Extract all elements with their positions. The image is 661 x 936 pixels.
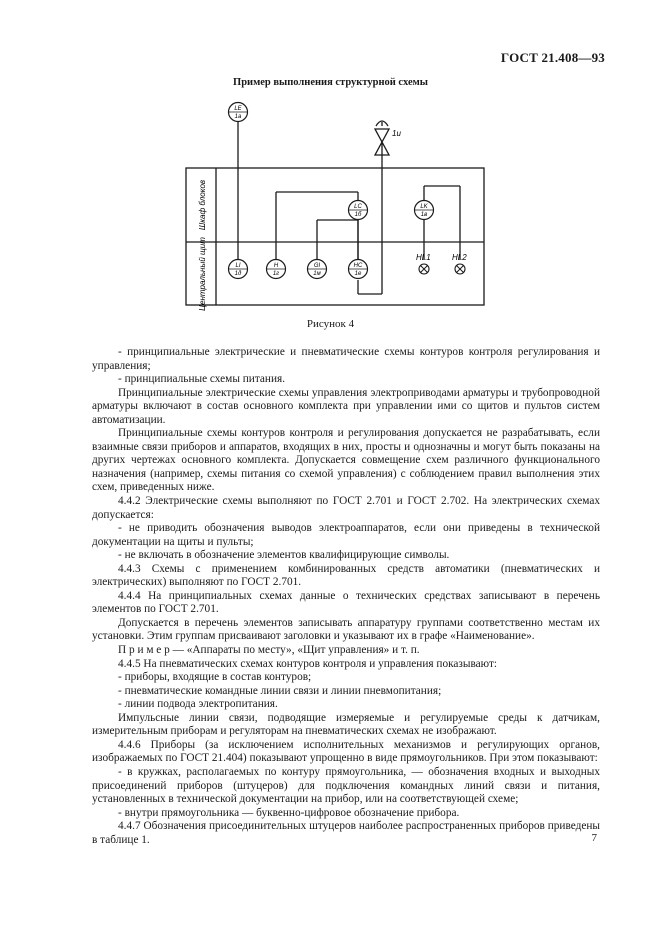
paragraph: 4.4.7 Обозначения присоединительных штуцеров наиболее распространенных приборов приведены в таблице 1. <box>92 820 600 846</box>
standard-header: ГОСТ 21.408—93 <box>500 50 605 65</box>
svg-text:1б: 1б <box>354 212 362 218</box>
svg-text:HC: HC <box>353 263 363 269</box>
paragraph: Импульсные линии связи, подводящие измеряемые и регулируемые среды к датчикам, измерительным приборам и регуляторам на пневматических схемах не изображают. <box>92 711 600 738</box>
instrument-hc <box>349 260 368 279</box>
paragraph: 4.4.6 Приборы (за исключением исполнительных механизмов и регулирующих органов, изображаемых по ГОСТ 21.404) показывают упрощенно в виде прямоугольников. При этом показывают: <box>92 738 600 765</box>
valve-label: 1и <box>392 129 401 138</box>
svg-text:1м: 1м <box>313 271 321 277</box>
paragraph: - приборы, входящие в состав контуров; <box>118 671 312 684</box>
paragraph: 4.4.5 На пневматических схемах контуров контроля и управления показывают: <box>118 657 498 670</box>
instrument-gi <box>308 260 327 279</box>
page-number: 7 <box>591 832 597 844</box>
body-text <box>92 346 600 847</box>
svg-text:H: H <box>273 263 279 269</box>
paragraph: - принципиальные электрические и пневматические схемы контуров контроля регулирования и управления; <box>92 346 600 372</box>
structural-diagram <box>180 96 490 312</box>
instrument-h <box>267 260 286 279</box>
lamp-hl1-label: HL1 <box>416 253 431 262</box>
svg-text:1е: 1е <box>354 271 362 277</box>
svg-text:1в: 1в <box>420 212 428 218</box>
paragraph: 4.4.4 На принципиальных схемах данные о технических средствах записывают в перечень элементов по ГОСТ 2.701. <box>92 589 600 616</box>
svg-text:1г: 1г <box>272 271 280 277</box>
svg-text:LE: LE <box>234 106 242 112</box>
paragraph: Допускается в перечень элементов записывать аппаратуру группами соответственно местам их установки. Этим группам присваивают заголовки и указывают их в графе «Наименование». <box>92 616 600 643</box>
paragraph: - в кружках, располагаемых по контуру прямоугольника, — обозначения входных и выходных присоединений приборов (штуцеров) для подключения командных линий связи и питания, установленных в технической документации на прибор, или на соответствующей схеме; <box>92 765 600 806</box>
svg-text:GI: GI <box>313 263 321 269</box>
svg-text:LI: LI <box>235 263 241 269</box>
figure-title: Пример выполнения структурной схемы <box>233 77 428 88</box>
paragraph: - принципиальные схемы питания. <box>118 373 286 386</box>
instrument-lk <box>415 201 434 220</box>
row-label-central-panel: Центральный щит <box>198 237 207 311</box>
instrument-le <box>229 103 248 122</box>
row-label-cabinet: Шкаф блоков <box>198 179 207 231</box>
paragraph: 4.4.3 Схемы с применением комбинированных средств автоматики (пневматических и электрических) выполняют по ГОСТ 2.701. <box>92 562 600 589</box>
paragraph: - не приводить обозначения выводов электроаппаратов, если они приведены в технической документации на щиты и пульты; <box>92 522 600 548</box>
lamp-hl2-label: HL2 <box>452 253 467 262</box>
example-paragraph: П р и м е р — «Аппараты по месту», «Щит управления» и т. п. <box>118 644 420 657</box>
paragraph: - пневматические командные линии связи и линии пневмопитания; <box>118 684 442 697</box>
svg-text:LC: LC <box>354 204 362 210</box>
lamp-hl1-icon <box>419 264 429 274</box>
instrument-li <box>229 260 248 279</box>
paragraph: - внутри прямоугольника — буквенно-цифровое обозначение прибора. <box>118 806 460 819</box>
paragraph: Принципиальные схемы контуров контроля и регулирования допускается не разрабатывать, если взаимные связи приборов и аппаратов, входящих в них, просты и однозначны и могут быть показаны на других чертежах основного комплекта. Допускается совмещение схем различного функционального назначения (например, схемы питания со схемой управления) с соблюдением правил выполнения этих схем, приведенных ниже. <box>92 427 600 494</box>
paragraph: - не включать в обозначение элементов квалифицирующие символы. <box>118 549 450 562</box>
paragraph: 4.4.2 Электрические схемы выполняют по ГОСТ 2.701 и ГОСТ 2.702. На электрических схемах допускается: <box>92 495 600 521</box>
figure-caption: Рисунок 4 <box>306 318 355 330</box>
svg-text:1д: 1д <box>234 271 242 277</box>
lamp-hl2-icon <box>455 264 465 274</box>
svg-text:1а: 1а <box>234 114 242 120</box>
paragraph: Принципиальные электрические схемы управления электроприводами арматуры и трубопроводной арматуры включают в состав основного комплекта при управлении ими со щитов и пультов систем автоматизации. <box>92 386 600 426</box>
paragraph: - линии подвода электропитания. <box>118 698 278 711</box>
svg-text:LK: LK <box>420 204 428 210</box>
instrument-lc <box>349 201 368 220</box>
